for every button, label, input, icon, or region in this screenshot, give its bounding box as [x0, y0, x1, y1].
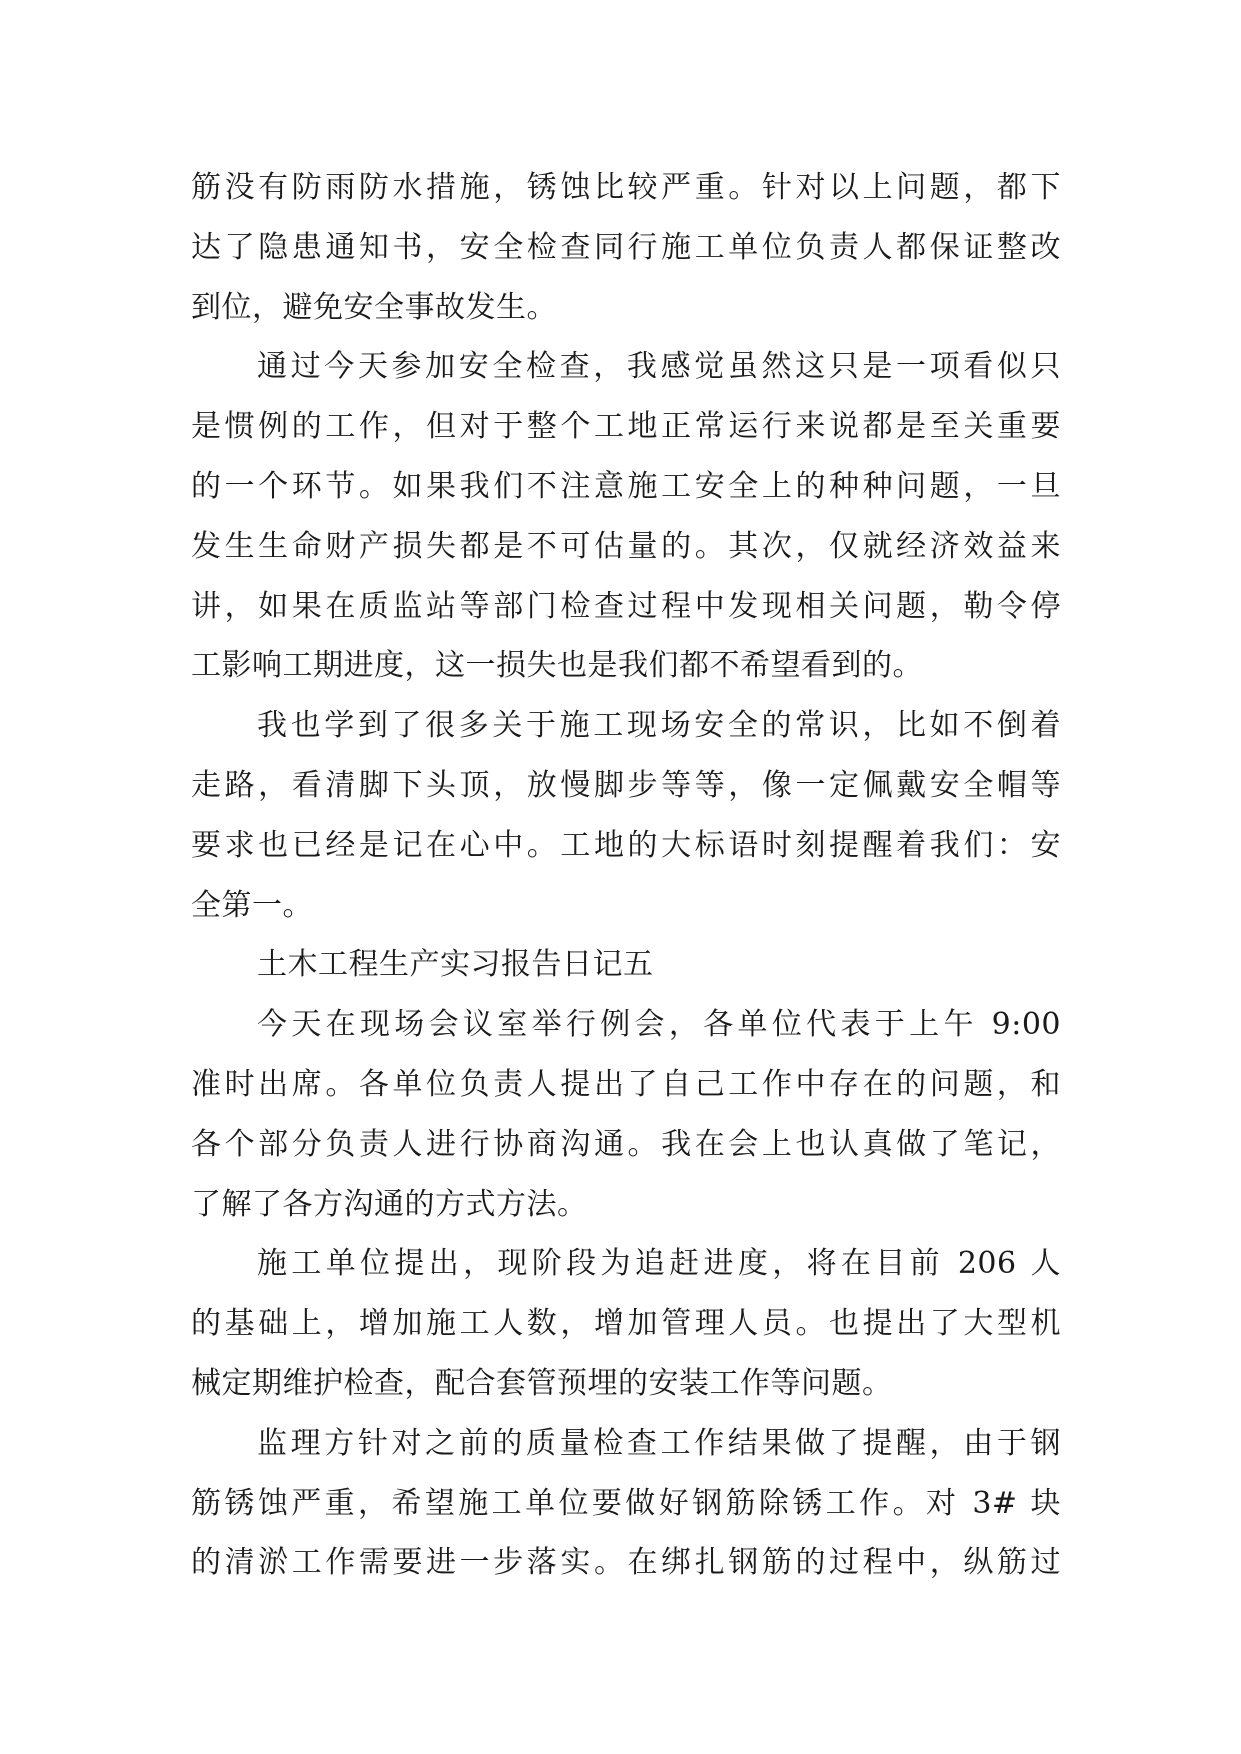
text-line: 走路，看清脚下头顶，放慢脚步等等，像一定佩戴安全帽等	[191, 767, 1061, 803]
text-line: 准时出席。各单位负责人提出了自己工作中存在的问题，和	[191, 1066, 1061, 1102]
text-line: 的基础上，增加施工人数，增加管理人员。也提出了大型机	[191, 1306, 1061, 1342]
paragraph-first-line: 监理方针对之前的质量检查工作结果做了提醒，由于钢	[257, 1425, 1061, 1461]
paragraph-first-line: 施工单位提出，现阶段为追赶进度，将在目前 206 人	[257, 1246, 1061, 1282]
text-line: 的清淤工作需要进一步落实。在绑扎钢筋的过程中，纵筋过	[191, 1545, 1061, 1581]
text-line: 了解了各方沟通的方式方法。	[191, 1186, 588, 1222]
text-line: 筋没有防雨防水措施，锈蚀比较严重。针对以上问题，都下	[191, 170, 1061, 205]
text-line: 械定期维护检查，配合套管预埋的安装工作等问题。	[191, 1365, 893, 1401]
text-line: 各个部分负责人进行协商沟通。我在会上也认真做了笔记，	[191, 1126, 1061, 1162]
text-line: 的一个环节。如果我们不注意施工安全上的种种问题，一旦	[191, 468, 1061, 504]
text-line: 工影响工期进度，这一损失也是我们都不希望看到的。	[191, 648, 923, 684]
section-heading: 土木工程生产实习报告日记五	[257, 947, 654, 983]
paragraph-first-line: 通过今天参加安全检查，我感觉虽然这只是一项看似只	[257, 349, 1061, 385]
text-line: 发生生命财产损失都是不可估量的。其次，仅就经济效益来	[191, 528, 1061, 564]
text-line: 全第一。	[191, 887, 313, 923]
text-line: 是惯例的工作，但对于整个工地正常运行来说都是至关重要	[191, 409, 1061, 445]
document-body	[191, 158, 1061, 1593]
text-line: 达了隐患通知书，安全检查同行施工单位负责人都保证整改	[191, 229, 1061, 265]
text-line: 讲，如果在质监站等部门检查过程中发现相关问题，勒令停	[191, 588, 1061, 624]
paragraph-first-line: 今天在现场会议室举行例会，各单位代表于上午 9:00	[257, 1007, 1061, 1043]
text-line: 到位，避免安全事故发生。	[191, 289, 557, 325]
text-line: 筋锈蚀严重，希望施工单位要做好钢筋除锈工作。对 3# 块	[191, 1485, 1061, 1521]
paragraph-first-line: 我也学到了很多关于施工现场安全的常识，比如不倒着	[257, 708, 1061, 744]
text-line: 要求也已经是记在心中。工地的大标语时刻提醒着我们：安	[191, 827, 1061, 863]
